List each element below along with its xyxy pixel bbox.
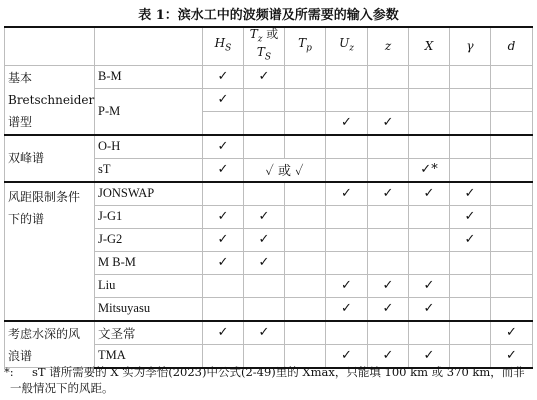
mark-cell (491, 158, 533, 182)
mark-cell: ✓ (491, 344, 533, 368)
mark-cell (491, 135, 533, 159)
mark-cell (285, 182, 326, 206)
mark-cell: ✓ (326, 344, 368, 368)
mark-cell: ✓ (244, 205, 285, 228)
footnote-line-1 (4, 364, 532, 380)
mark-cell: ✓ (244, 228, 285, 251)
model-name: 文圣常 (95, 321, 203, 345)
mark-cell: ✓ (244, 251, 285, 274)
mark-cell (326, 158, 368, 182)
table-title: 表 1：滨水工中的波频谱及所需要的输入参数 (138, 8, 399, 23)
mark-cell: ✓ (244, 321, 285, 345)
footnote-text-2: 一般情况下的风距。 (10, 381, 114, 395)
mark-cell (285, 228, 326, 251)
model-name: sT (95, 158, 203, 182)
model-name: Liu (95, 274, 203, 297)
mark-cell: ✓ (326, 297, 368, 321)
mark-cell (285, 88, 326, 111)
mark-cell: ✓ (368, 182, 409, 206)
mark-cell (203, 297, 244, 321)
mark-cell (450, 111, 491, 135)
mark-cell: ✓ (203, 205, 244, 228)
mark-cell (368, 205, 409, 228)
header-row (5, 27, 533, 65)
mark-cell: ✓ (450, 228, 491, 251)
mark-cell (244, 88, 285, 111)
col-uz: $U_z$ (326, 27, 368, 65)
mark-cell (368, 321, 409, 345)
mark-cell (368, 88, 409, 111)
mark-cell (285, 274, 326, 297)
mark-cell (409, 111, 450, 135)
mark-cell (409, 228, 450, 251)
mark-cell (326, 65, 368, 88)
mark-cell: ✓ (203, 158, 244, 182)
mark-cell (326, 321, 368, 345)
mark-cell: ✓ (203, 135, 244, 159)
mark-cell (450, 251, 491, 274)
mark-cell (244, 135, 285, 159)
mark-cell: ✓ (368, 111, 409, 135)
mark-cell (368, 228, 409, 251)
mark-cell: ✓ (450, 205, 491, 228)
mark-cell: ✓ (326, 274, 368, 297)
group-fetch: 风距限制条件下的谱 (5, 182, 95, 321)
mark-cell (326, 251, 368, 274)
table-row (5, 65, 533, 88)
footnote-text-1: sT 谱所需要的 X 实为李怡(2023)中公式(2-49)里的 Xmax，只能填 100 km 或 370 km，而非 (32, 365, 525, 379)
mark-cell (285, 65, 326, 88)
mark-cell: ✓ (450, 182, 491, 206)
mark-cell (450, 274, 491, 297)
mark-cell (368, 158, 409, 182)
mark-cell (285, 251, 326, 274)
header-empty-1 (5, 27, 95, 65)
model-name: M B-M (95, 251, 203, 274)
mark-cell: ✓ (244, 65, 285, 88)
mark-cell: ✓ 或 ✓ (244, 158, 326, 182)
col-d: d (491, 27, 533, 65)
table-row (5, 321, 533, 345)
footnote (4, 364, 532, 396)
mark-cell: ✓ (368, 297, 409, 321)
model-name: TMA (95, 344, 203, 368)
mark-cell (244, 274, 285, 297)
mark-cell (450, 297, 491, 321)
mark-cell (409, 135, 450, 159)
model-name: P-M (95, 88, 203, 135)
model-name: J-G1 (95, 205, 203, 228)
mark-cell (285, 297, 326, 321)
mark-cell (450, 321, 491, 345)
model-name: O-H (95, 135, 203, 159)
mark-cell (326, 205, 368, 228)
col-hs: $H_S$ (203, 27, 244, 65)
mark-cell (326, 228, 368, 251)
mark-cell: ✓ (326, 111, 368, 135)
mark-cell (491, 182, 533, 206)
mark-cell (285, 321, 326, 345)
mark-cell (368, 65, 409, 88)
mark-cell (203, 111, 244, 135)
group-basic: 基本 Bretschneider 谱型 (5, 65, 95, 135)
spectrum-parameter-table (4, 26, 533, 369)
group-depth: 考虑水深的风浪谱 (5, 321, 95, 368)
mark-cell (409, 88, 450, 111)
mark-cell (450, 88, 491, 111)
mark-cell (368, 135, 409, 159)
mark-cell (285, 135, 326, 159)
model-name: B-M (95, 65, 203, 88)
mark-cell (368, 251, 409, 274)
mark-cell (244, 111, 285, 135)
model-name: Mitsuyasu (95, 297, 203, 321)
mark-cell: ✓* (409, 158, 450, 182)
mark-cell (409, 65, 450, 88)
mark-cell (491, 205, 533, 228)
col-tz-ts: $T_z$ 或 $T_S$ (244, 27, 285, 65)
mark-cell (491, 274, 533, 297)
mark-cell (491, 297, 533, 321)
mark-cell: ✓ (409, 274, 450, 297)
mark-cell (491, 88, 533, 111)
mark-cell: ✓ (491, 321, 533, 345)
mark-cell (409, 251, 450, 274)
col-gamma: γ (450, 27, 491, 65)
mark-cell (285, 111, 326, 135)
mark-cell: ✓ (368, 274, 409, 297)
mark-cell: ✓ (326, 182, 368, 206)
mark-cell: ✓ (409, 182, 450, 206)
model-name: J-G2 (95, 228, 203, 251)
model-name: JONSWAP (95, 182, 203, 206)
mark-cell: ✓ (203, 88, 244, 111)
mark-cell (203, 274, 244, 297)
mark-cell: ✓ (409, 297, 450, 321)
mark-cell: ✓ (203, 65, 244, 88)
col-tp: $T_p$ (285, 27, 326, 65)
mark-cell (491, 251, 533, 274)
mark-cell: ✓ (203, 251, 244, 274)
mark-cell (450, 135, 491, 159)
mark-cell (285, 205, 326, 228)
table-row (5, 182, 533, 206)
mark-cell (491, 65, 533, 88)
mark-cell: ✓ (368, 344, 409, 368)
mark-cell (409, 205, 450, 228)
mark-cell: ✓ (203, 321, 244, 345)
footnote-marker: *: (4, 365, 14, 379)
col-x: X (409, 27, 450, 65)
mark-cell (409, 321, 450, 345)
header-empty-2 (95, 27, 203, 65)
mark-cell (326, 135, 368, 159)
mark-cell (244, 297, 285, 321)
mark-cell: ✓ (203, 228, 244, 251)
mark-cell: ✓ (409, 344, 450, 368)
group-double: 双峰谱 (5, 135, 95, 182)
mark-cell (450, 158, 491, 182)
table-row (5, 135, 533, 159)
mark-cell (450, 65, 491, 88)
mark-cell (203, 182, 244, 206)
mark-cell (491, 111, 533, 135)
col-z: z (368, 27, 409, 65)
mark-cell (326, 88, 368, 111)
mark-cell (491, 228, 533, 251)
mark-cell (244, 182, 285, 206)
